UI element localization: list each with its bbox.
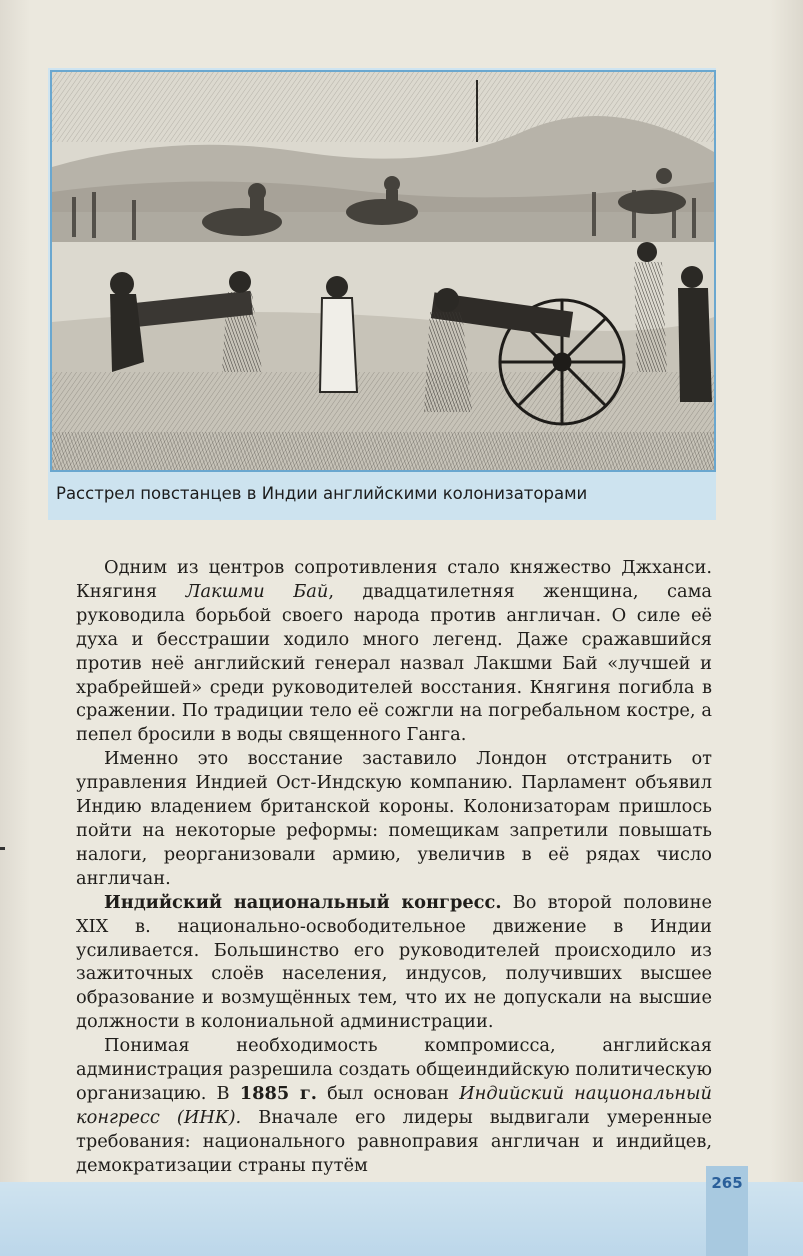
caption-band (48, 472, 716, 520)
engraving-illustration-icon (50, 70, 716, 472)
body-text (76, 556, 712, 1178)
text-span: Вначале его лидеры выдвигали умеренные требования: национального равноправия англичан и индийцев, демократизации страны путём (76, 1106, 712, 1176)
person-name: Лакшми Бай (185, 580, 329, 602)
margin-mark (0, 847, 5, 850)
figure-caption: Расстрел повстанцев в Индии английскими колонизаторами (56, 484, 588, 503)
paragraph (76, 747, 712, 890)
figure (48, 68, 716, 520)
text-span: , двадцатилетняя женщина, сама руководила борьбой своего народа против англичан. О силе её духа и бесстрашии ходило много легенд. Даже сражавшийся против неё английский генерал назвал Лакшми Бай «лучшей и храбрейшей» среди руководителей восстания. Княгиня погибла в сражении. По традиции тело её сожгли на погребальном костре, а пепел бросили в воды священного Ганга. (76, 580, 712, 746)
text-span: Понимая необходимость компромисса, английская администрация разрешила создать общеиндийскую политическую организацию. В (76, 1035, 712, 1104)
text-span: Во второй половине XIX в. национально-освободительное движение в Индии усиливается. Большинство его руководителей происходило из зажиточных слоёв населения, индусов, получивших высшее образование и возмущённых тем, что их не допускали на высшие должности в колониальной администрации. (76, 891, 712, 1033)
organization-name: Индийский национальный конгресс (ИНК). (76, 1082, 712, 1128)
year: 1885 г. (239, 1082, 317, 1104)
paragraph (76, 891, 712, 1034)
text-span: Одним из центров сопротивления стало княжество Джханси. Княгиня (76, 557, 712, 602)
text-span: был основан (316, 1082, 460, 1104)
paragraph (76, 556, 712, 747)
paragraph (76, 1034, 712, 1177)
section-heading: Индийский национальный конгресс. (104, 891, 502, 913)
text-span: Именно это восстание заставило Лондон отстранить от управления Индией Ост-Индскую компанию. Парламент объявил Индию владением британской короны. Колонизаторам пришлось пойти на некоторые реформы: помещикам запретили повышать налоги, реорганизовали армию, увеличив в её рядах число англичан. (76, 748, 712, 889)
page-number: 265 (711, 1174, 743, 1192)
footer-band (0, 1182, 803, 1256)
